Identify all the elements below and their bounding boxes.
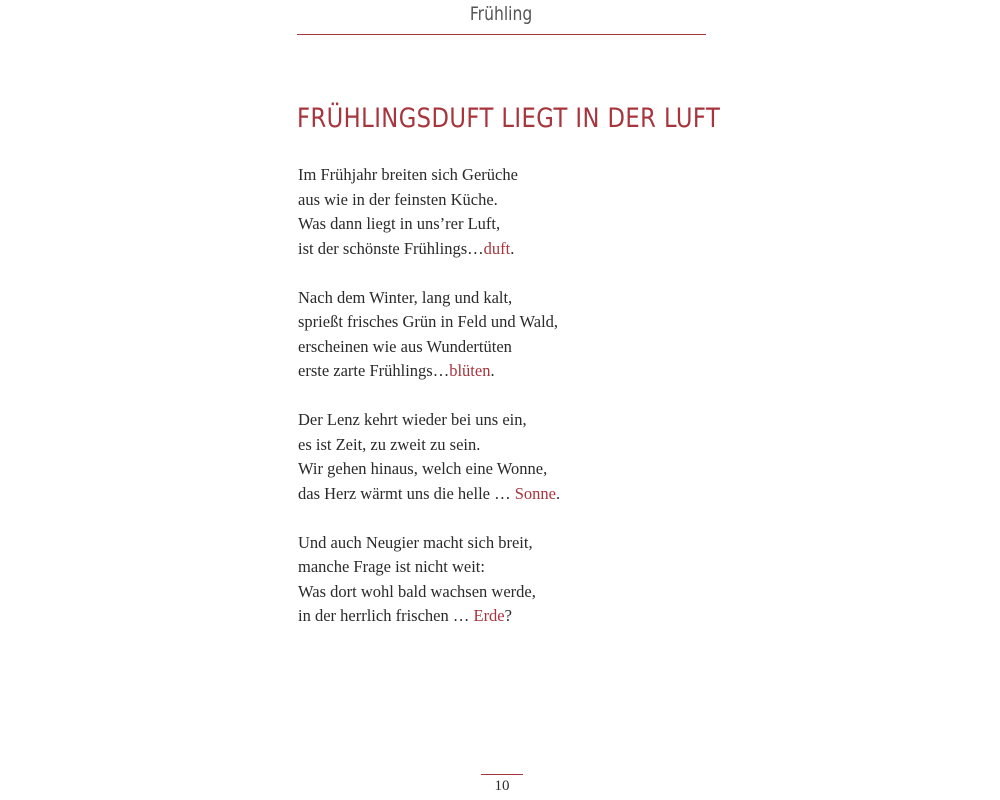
poem-line-text: Und auch Neugier macht sich breit, — [298, 532, 533, 552]
poem-line-text: erste zarte Frühlings… — [298, 361, 450, 380]
page-number-rule — [481, 774, 523, 775]
poem-line-text: manche Frage ist nicht weit: — [298, 557, 485, 576]
poem-line-text: aus wie in der feinsten Küche. — [298, 189, 498, 209]
poem-line — [298, 555, 718, 580]
poem-rhyme-word: Sonne — [514, 483, 556, 503]
poem-line — [298, 457, 718, 482]
poem-line — [298, 433, 718, 458]
page-number: 10 — [494, 778, 510, 794]
poem-stanza — [298, 531, 718, 629]
poem-line — [298, 286, 718, 311]
poem-line — [298, 580, 718, 605]
poem-line-text: ist der schönste Frühlings… — [298, 238, 484, 258]
poem-line — [298, 163, 718, 188]
poem-line-punctuation: ? — [504, 606, 512, 625]
poem-line-text: in der herrlich frischen … — [298, 606, 474, 625]
poem-line-text: das Herz wärmt uns die helle … — [298, 483, 515, 503]
running-header — [297, 0, 706, 35]
poem-line — [298, 335, 718, 360]
poem-line — [298, 408, 718, 433]
poem-title: FRÜHLINGSDUFT LIEGT IN DER LUFT — [297, 103, 721, 134]
poem-line — [298, 310, 718, 335]
poem-line-text: Im Frühjahr breiten sich Gerüche — [298, 165, 518, 184]
poem-line — [298, 531, 718, 556]
poem-line-punctuation: . — [490, 361, 495, 380]
poem-line-text: Was dort wohl bald wachsen werde, — [298, 581, 536, 601]
poem-line-text: erscheinen wie aus Wundertüten — [298, 336, 512, 356]
poem-stanza — [298, 408, 718, 506]
poem-line-text: Was dann liegt in uns’rer Luft, — [298, 214, 501, 233]
poem-line — [298, 188, 718, 213]
poem-line-punctuation: . — [510, 238, 515, 258]
poem-stanza — [298, 286, 718, 384]
poem-line-text: es ist Zeit, zu zweit zu sein. — [298, 434, 481, 454]
poem-body — [298, 163, 718, 653]
poem-line-text: Wir gehen hinaus, welch eine Wonne, — [298, 459, 548, 478]
poem-line — [298, 212, 718, 237]
poem-rhyme-word: Erde — [473, 606, 505, 625]
poem-line-text: Nach dem Winter, lang und kalt, — [298, 287, 513, 307]
poem-line — [298, 359, 718, 384]
poem-line-punctuation: . — [555, 483, 561, 503]
poem-rhyme-word: duft — [483, 238, 511, 258]
poem-line-text: sprießt frisches Grün in Feld und Wald, — [298, 312, 559, 331]
poem-stanza — [298, 163, 718, 261]
poem-line — [298, 237, 718, 262]
running-header-title: Frühling — [470, 3, 533, 25]
poem-line-text: Der Lenz kehrt wieder bei uns ein, — [298, 410, 527, 429]
poem-line — [298, 482, 718, 507]
poem-line — [298, 604, 718, 629]
poem-rhyme-word: blüten — [449, 361, 491, 380]
